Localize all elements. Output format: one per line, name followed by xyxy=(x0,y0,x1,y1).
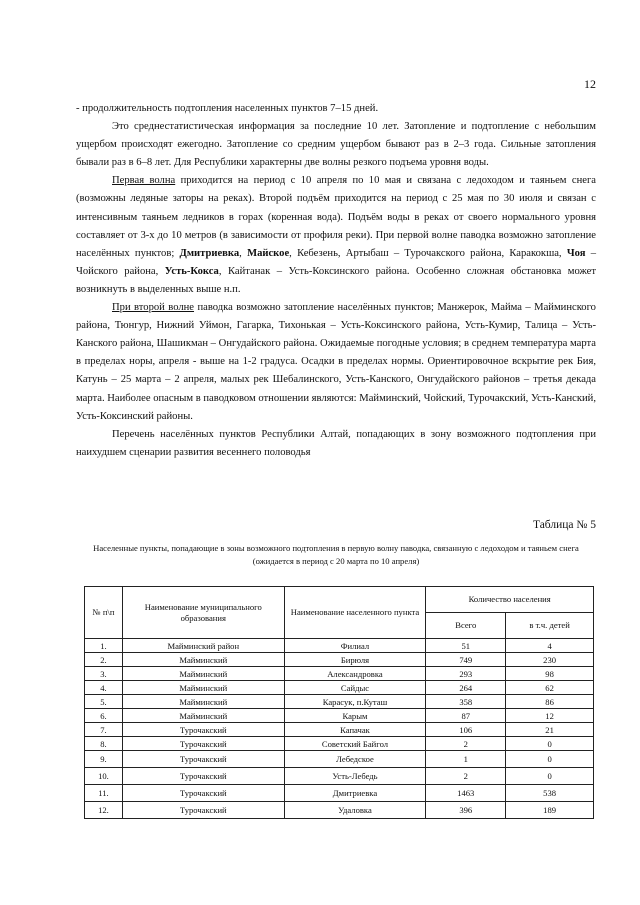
cell-municipality: Турочакский xyxy=(122,723,284,737)
cell-total: 2 xyxy=(426,768,506,785)
cell-number: 5. xyxy=(85,695,123,709)
cell-municipality: Турочакский xyxy=(122,785,284,802)
second-wave-lead: При второй волне xyxy=(112,302,195,314)
cell-settlement: Александровка xyxy=(284,667,426,681)
cell-children: 12 xyxy=(506,709,594,723)
cell-settlement: Усть-Лебедь xyxy=(284,768,426,785)
table-row xyxy=(85,667,594,681)
cell-settlement: Сайдыс xyxy=(284,681,426,695)
cell-municipality: Турочакский xyxy=(122,802,284,819)
cell-municipality: Майминский xyxy=(122,667,284,681)
cell-total: 396 xyxy=(426,802,506,819)
table-row xyxy=(85,723,594,737)
header-total: Всего xyxy=(426,613,506,639)
table-row xyxy=(85,785,594,802)
cell-municipality: Турочакский xyxy=(122,737,284,751)
cell-children: 86 xyxy=(506,695,594,709)
cell-number: 3. xyxy=(85,667,123,681)
cell-municipality: Турочакский xyxy=(122,768,284,785)
page-number: 12 xyxy=(584,77,596,91)
cell-settlement: Карым xyxy=(284,709,426,723)
second-wave-text: паводка возможно затопление населённых пунктов; Манжерок, Майма – Майминского района, Тюнгур, Нижний Уймон, Гагарка, Тихонькая – Усть-Коксинского района, Усть-Кумир, Талица – Усть-Канского района, Шашикман – Онгудайского района. Ожидаемые погодные условия; в среднем температура марта в пределах норы, апреля - выше на 1-2 градуса. Осадки в пределах нормы. Ориентировочное вскрытие рек Бия, Катунь – 25 марта – 2 апреля, малых рек Шебалинского, Усть-Канского, Онгудайского районов – третья декада марта. Наиболее опасным в паводковом отношении являются: Майминский, Чойский, Турочакский, Усть-Канский, Усть-Коксинский районы. xyxy=(76,302,596,422)
cell-settlement: Удаловка xyxy=(284,802,426,819)
first-wave-text-2: , Кебезень, Артыбаш – Турочакского района, Каракокша, xyxy=(289,247,567,259)
cell-number: 10. xyxy=(85,768,123,785)
cell-municipality: Майминский xyxy=(122,695,284,709)
header-number: № п\п xyxy=(85,587,123,639)
cell-children: 62 xyxy=(506,681,594,695)
cell-municipality: Майминский xyxy=(122,653,284,667)
cell-settlement: Советский Байгол xyxy=(284,737,426,751)
first-wave-sep: , xyxy=(239,247,248,259)
table-row xyxy=(85,709,594,723)
paragraph-list-intro: Перечень населённых пунктов Республики Алтай, попадающих в зону возможного подтопления при наихудшем сценарии развития весеннего половодья xyxy=(76,428,596,458)
settlements-table xyxy=(84,586,594,819)
cell-children: 230 xyxy=(506,653,594,667)
first-wave-text-1: приходится на период с 10 апреля по 10 мая и связана с ледоходом и таяньем снега (возможны ледяные заторы на реках). Второй подъём приходится на период с 25 мая по 30 июля и связан с интенсивным таяньем ледников в горах (коренная вода). Подъём воды в реках от своего нормального уровня составляет от 3-х до 10 метров (в зависимости от профиля реки). При первой волне паводка возможно затопление населённых пунктов; xyxy=(76,175,596,259)
cell-municipality: Турочакский xyxy=(122,751,284,768)
table-row xyxy=(85,639,594,653)
cell-total: 264 xyxy=(426,681,506,695)
cell-children: 0 xyxy=(506,751,594,768)
cell-total: 87 xyxy=(426,709,506,723)
cell-number: 8. xyxy=(85,737,123,751)
table-row xyxy=(85,768,594,785)
cell-municipality: Майминский xyxy=(122,709,284,723)
cell-municipality: Майминский xyxy=(122,681,284,695)
cell-number: 12. xyxy=(85,802,123,819)
header-municipality: Наименование муниципального образования xyxy=(122,587,284,639)
cell-total: 358 xyxy=(426,695,506,709)
cell-settlement: Капачак xyxy=(284,723,426,737)
cell-total: 1463 xyxy=(426,785,506,802)
cell-children: 538 xyxy=(506,785,594,802)
bold-settlement-ust-koksa: Усть-Кокса xyxy=(164,265,219,277)
paragraph-second-wave xyxy=(76,299,596,426)
cell-municipality: Майминский район xyxy=(122,639,284,653)
bold-settlement-choya: Чоя xyxy=(566,247,586,259)
cell-total: 51 xyxy=(426,639,506,653)
body-text xyxy=(76,100,596,462)
cell-number: 1. xyxy=(85,639,123,653)
cell-settlement: Бирюля xyxy=(284,653,426,667)
header-children: в т.ч. детей xyxy=(506,613,594,639)
table-row xyxy=(85,737,594,751)
cell-children: 4 xyxy=(506,639,594,653)
paragraph-duration: - продолжительность подтопления населенных пунктов 7–15 дней. xyxy=(76,103,379,114)
cell-number: 2. xyxy=(85,653,123,667)
cell-settlement: Дмитриевка xyxy=(284,785,426,802)
table-caption: Населенные пункты, попадающие в зоны возможного подтопления в первую волну паводка, связанную с ледоходом и таяньем снега (ожидается в период с 20 марта по 10 апреля) xyxy=(93,543,579,566)
cell-total: 749 xyxy=(426,653,506,667)
cell-number: 9. xyxy=(85,751,123,768)
cell-total: 2 xyxy=(426,737,506,751)
header-settlement: Наименование населенного пункта xyxy=(284,587,426,639)
cell-children: 0 xyxy=(506,737,594,751)
first-wave-text-3: – Чойского района, xyxy=(76,247,597,277)
cell-settlement: Лебедское xyxy=(284,751,426,768)
table-row xyxy=(85,653,594,667)
paragraph-statistics: Это среднестатистическая информация за последние 10 лет. Затопление и подтопление с небольшим ущербом происходят ежегодно. Затопление со средним ущербом бывают раз в 2–3 года. Сильные затопления бывали раз в 6–8 лет. Для Республики характерны две волны резкого подъема уровня воды. xyxy=(76,121,596,169)
table-row xyxy=(85,751,594,768)
cell-settlement: Карасук, п.Куташ xyxy=(284,695,426,709)
bold-settlement-mayskoe: Майское xyxy=(247,247,290,259)
first-wave-lead: Первая волна xyxy=(112,175,176,187)
first-wave-text-4: , Кайтанак – Усть-Коксинского района. Особенно сложная обстановка может возникнуть в выделенных выше н.п. xyxy=(76,265,596,295)
cell-children: 189 xyxy=(506,802,594,819)
table-row xyxy=(85,802,594,819)
paragraph-first-wave xyxy=(76,172,596,299)
cell-number: 4. xyxy=(85,681,123,695)
table-row xyxy=(85,681,594,695)
cell-children: 98 xyxy=(506,667,594,681)
table-row xyxy=(85,695,594,709)
cell-number: 6. xyxy=(85,709,123,723)
cell-total: 1 xyxy=(426,751,506,768)
header-population: Количество населения xyxy=(426,587,594,613)
cell-children: 0 xyxy=(506,768,594,785)
cell-settlement: Филиал xyxy=(284,639,426,653)
cell-number: 11. xyxy=(85,785,123,802)
cell-total: 106 xyxy=(426,723,506,737)
cell-number: 7. xyxy=(85,723,123,737)
table-label: Таблица № 5 xyxy=(532,519,596,531)
cell-total: 293 xyxy=(426,667,506,681)
bold-settlement-dmitrievka: Дмитриевка xyxy=(179,247,240,259)
cell-children: 21 xyxy=(506,723,594,737)
